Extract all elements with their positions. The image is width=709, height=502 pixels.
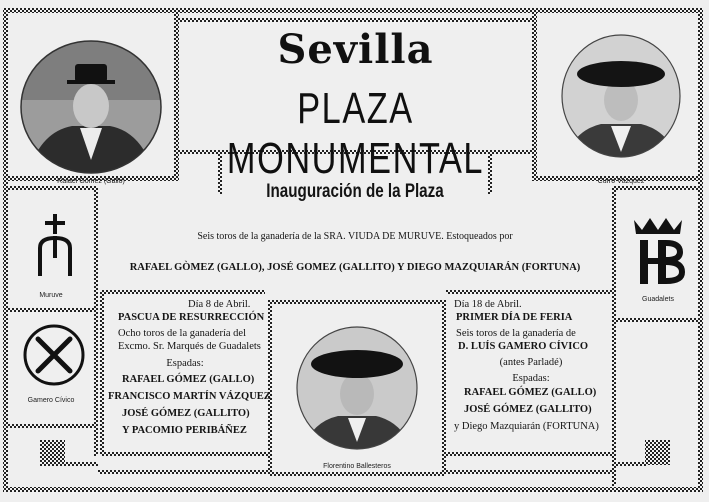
gamero-civico-brand-icon — [22, 323, 86, 387]
event-right-desc-3: (antes Parladé) — [499, 357, 563, 368]
portrait-rafael-gomez-gallo — [20, 40, 162, 174]
caption-bottom-center: Florentino Ballesteros — [323, 463, 391, 470]
caption-top-right: Curro Vázquez — [597, 178, 645, 185]
muruve-brand-icon — [34, 214, 76, 278]
intro-line-1: Seis toros de la ganadería de la SRA. VIUDA DE MURUVE. Estoqueados por — [197, 231, 513, 242]
event-right-espadas-label: Espadas: — [512, 373, 550, 384]
event-right-date: Día 18 de Abril. — [454, 299, 522, 310]
espada-item: y Diego Mazquiarán (FORTUNA) — [454, 421, 599, 432]
portrait-curro-vazquez — [561, 34, 681, 158]
subtitle-inauguracion: Inauguración de la Plaza — [266, 181, 444, 202]
event-left-espadas-label: Espadas: — [166, 358, 204, 369]
espada-item: JOSÉ GÓMEZ (GALLITO) — [464, 404, 592, 415]
espada-item: RAFAEL GÓMEZ (GALLO) — [464, 387, 597, 398]
espada-item: RAFAEL GÓMEZ (GALLO) — [122, 374, 255, 385]
city-title: Sevilla — [277, 26, 434, 73]
caption-guadalets: Guadalets — [642, 296, 674, 303]
event-left-desc-2: Excmo. Sr. Marqués de Guadalets — [118, 341, 261, 352]
event-left-name: PASCUA DE RESURRECCIÓN — [118, 312, 265, 323]
guadalets-brand-icon — [630, 212, 686, 286]
event-right-desc-1: Seis toros de la ganadería de — [456, 328, 576, 339]
event-left — [104, 296, 271, 439]
event-right-desc-2: D. LUÍS GAMERO CÍVICO — [458, 341, 589, 352]
venue-title: PLAZA MONUMENTAL — [226, 84, 485, 183]
caption-muruve: Muruve — [39, 292, 63, 299]
event-right-name: PRIMER DÍA DE FERIA — [456, 312, 573, 323]
espada-item: JOSÉ GÓMEZ (GALLITO) — [122, 408, 250, 419]
espada-item: FRANCISCO MARTÍN VÁZQUEZ — [108, 391, 271, 402]
caption-gamero: Gamero Cívico — [27, 397, 75, 404]
event-left-date: Día 8 de Abril. — [188, 299, 251, 310]
espada-item: Y PACOMIO PERIBÁÑEZ — [122, 425, 247, 436]
event-left-desc-1: Ocho toros de la ganadería del — [118, 328, 246, 339]
portrait-florentino-ballesteros — [296, 326, 418, 450]
caption-top-left: Rafael Gómez (Gallo) — [57, 178, 125, 185]
intro-line-2: RAFAEL GÒMEZ (GALLO), JOSÉ GOMEZ (GALLITO) Y DIEGO MAZQUIARÁN (FORTUNA) — [129, 262, 581, 273]
event-right — [450, 296, 612, 435]
